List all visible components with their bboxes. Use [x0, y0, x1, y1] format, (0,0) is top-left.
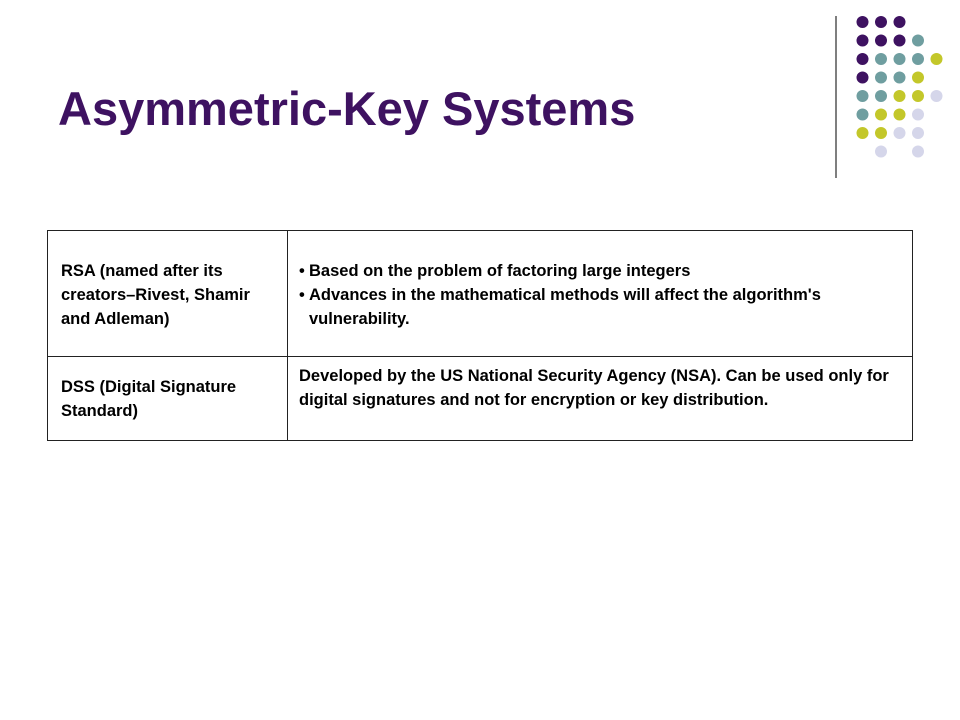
decorative-dot	[875, 53, 887, 65]
decorative-dot	[857, 72, 869, 84]
decorative-dot	[857, 53, 869, 65]
slide-title: Asymmetric-Key Systems	[58, 82, 636, 135]
decorative-dot	[857, 35, 869, 47]
dss-label-cell	[48, 357, 288, 441]
decorative-dot	[931, 53, 943, 65]
systems-table	[47, 230, 913, 441]
decorative-dot	[912, 109, 924, 121]
decorative-dot	[912, 146, 924, 158]
list-item	[299, 283, 898, 331]
decorative-dot	[857, 127, 869, 139]
rsa-label: RSA (named after its creators–Rivest, Shamir and Adleman)	[61, 262, 250, 328]
decorative-dot	[875, 146, 887, 158]
decorative-dot	[894, 53, 906, 65]
decorative-dot	[931, 90, 943, 102]
decorative-dot-grid	[830, 10, 960, 190]
table-row-rsa	[48, 231, 913, 357]
dss-description: Developed by the US National Security Agency (NSA). Can be used only for digital signatures and not for encryption or key distribution.	[299, 367, 889, 409]
list-item	[299, 259, 898, 283]
rsa-bullet-list	[299, 259, 898, 331]
decorative-dot	[875, 35, 887, 47]
decorative-dot	[894, 109, 906, 121]
decorative-dot	[912, 90, 924, 102]
rsa-bullet-2: Advances in the mathematical methods will affect the algorithm's vulnerability.	[309, 286, 821, 328]
decorative-dot	[875, 90, 887, 102]
decorative-dot	[857, 109, 869, 121]
decorative-dot	[894, 72, 906, 84]
decorative-dot	[912, 72, 924, 84]
decorative-dot	[894, 16, 906, 28]
decorative-dot	[857, 16, 869, 28]
rsa-label-cell	[48, 231, 288, 357]
decorative-dot	[912, 35, 924, 47]
decorative-dot	[894, 90, 906, 102]
decorative-dot	[875, 16, 887, 28]
dss-label: DSS (Digital Signature Standard)	[61, 378, 237, 420]
table-row-dss	[48, 357, 913, 441]
decorative-dot	[912, 127, 924, 139]
decorative-dot	[875, 109, 887, 121]
bullet-marker: •	[299, 262, 305, 280]
decorative-dot	[875, 127, 887, 139]
bullet-marker: •	[299, 286, 305, 304]
decorative-dot	[912, 53, 924, 65]
comparison-table	[47, 230, 913, 441]
rsa-description-cell	[288, 231, 913, 357]
decorative-dot	[857, 90, 869, 102]
rsa-bullet-1: Based on the problem of factoring large integers	[309, 262, 691, 280]
decorative-dot	[894, 127, 906, 139]
decorative-dot	[894, 35, 906, 47]
dss-description-cell	[288, 357, 913, 441]
decorative-dot	[875, 72, 887, 84]
